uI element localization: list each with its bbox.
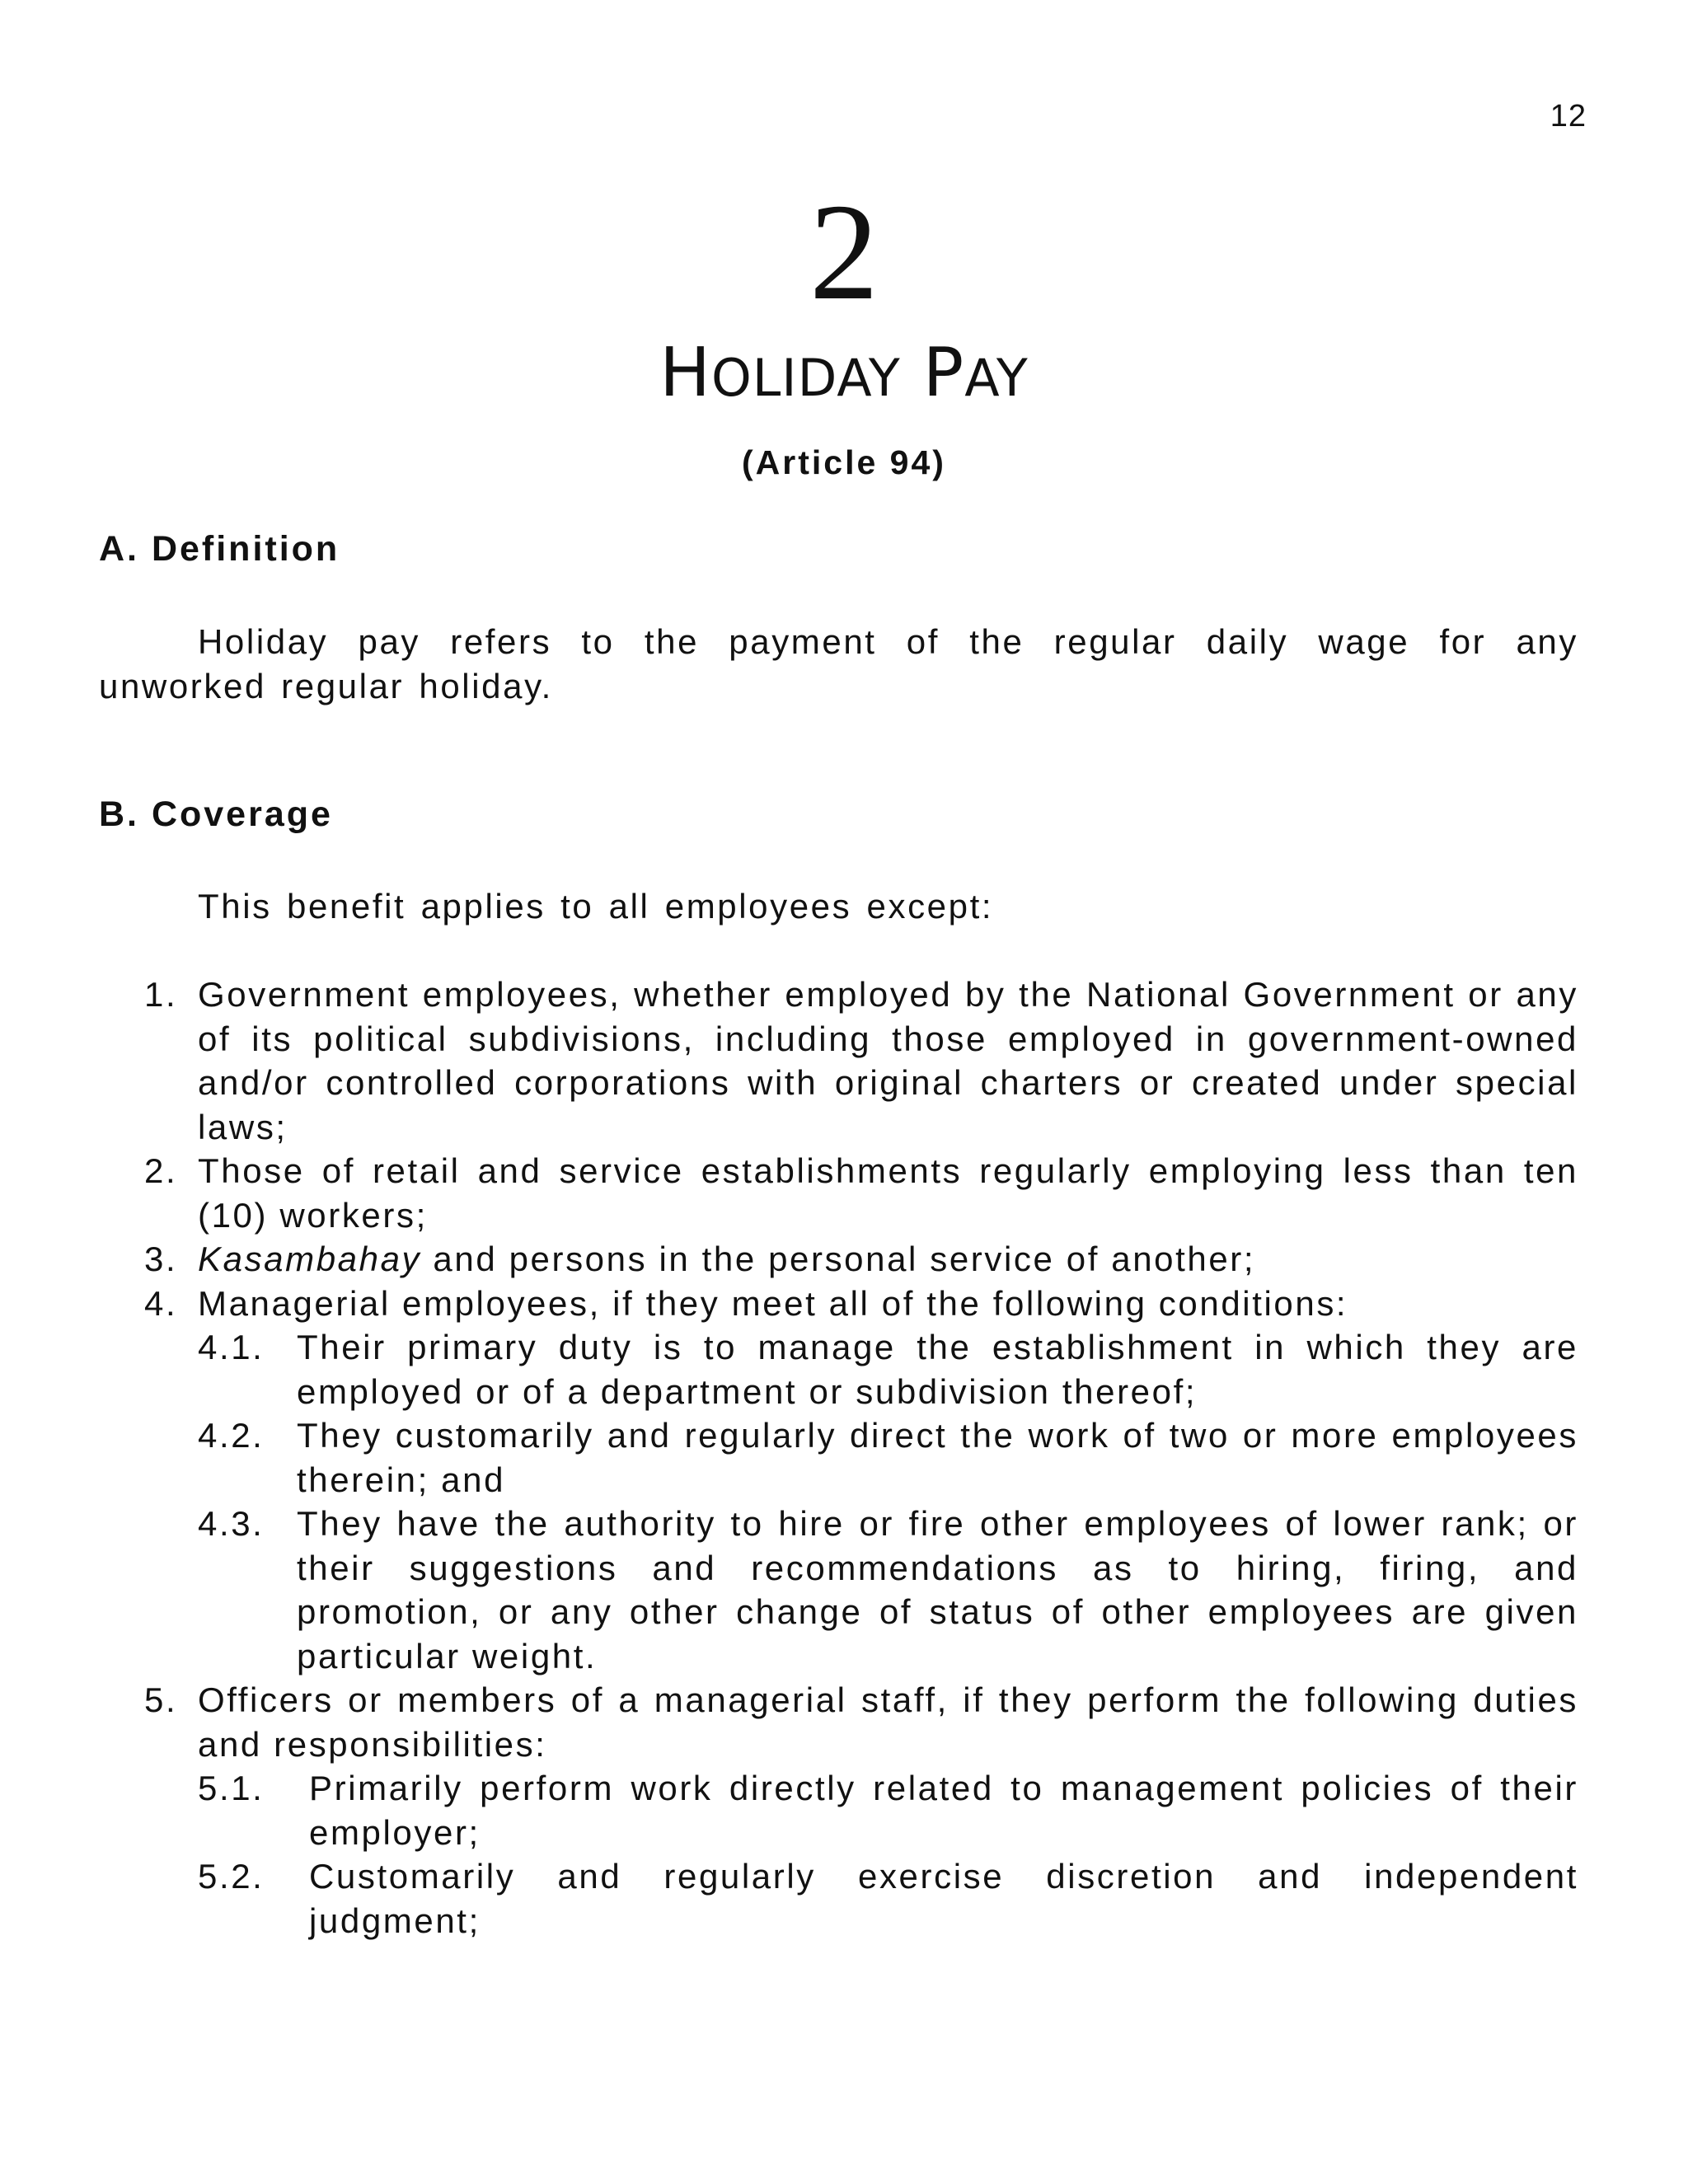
sub-list-item-number: 4.3.	[198, 1504, 265, 1543]
sub-list-item-text: Their primary duty is to manage the establishment in which they are employed or of a department or subdivision thereof;	[297, 1328, 1578, 1411]
sub-list-item	[99, 1502, 1578, 1678]
sub-list-item-text: Primarily perform work directly related to management policies of their employer;	[309, 1769, 1578, 1852]
list-item-text: Government employees, whether employed by the National Government or any of its political subdivisions, including those employed in government-owned and/or controlled corporations with original charters or created under special laws;	[198, 975, 1578, 1146]
list-item-number: 5.	[144, 1680, 178, 1719]
chapter-title-rest-1: OLIDAY	[710, 348, 901, 408]
section-a-text	[99, 620, 1578, 709]
list-item	[99, 1282, 1578, 1326]
definition-text: Holiday pay refers to the payment of the regular daily wage for any unworked regular holiday.	[99, 622, 1578, 705]
list-item-number: 4.	[144, 1283, 178, 1323]
list-item-text: Those of retail and service establishments regularly employing less than ten (10) workers;	[198, 1151, 1578, 1235]
sub-list-item	[99, 1325, 1578, 1413]
chapter-number: 2	[809, 176, 879, 329]
section-a-heading: A. Definition	[99, 529, 340, 569]
article-reference: (Article 94)	[742, 443, 946, 481]
list-item-text: Managerial employees, if they meet all of the following conditions:	[198, 1283, 1348, 1323]
sub-list-item-text: They customarily and regularly direct the work of two or more employees therein; and	[297, 1416, 1578, 1499]
list-item-text: and persons in the personal service of another;	[421, 1240, 1256, 1278]
sub-list-item-number: 5.2.	[198, 1857, 265, 1896]
list-item-number: 2.	[144, 1151, 178, 1190]
coverage-intro-text: This benefit applies to all employees except:	[198, 887, 994, 926]
list-item-italic-term: Kasambahay	[198, 1240, 422, 1278]
sub-list-item-text: They have the authority to hire or fire other employees of lower rank; or their suggestions and recommendations as to hiring, firing, and promotion, or any other change of status of other employees are given particular weight.	[297, 1504, 1578, 1675]
list-item-number: 1.	[144, 975, 178, 1014]
sub-list-item-number: 4.1.	[198, 1328, 265, 1366]
chapter-title-rest-2: AY	[964, 348, 1029, 408]
chapter-title	[0, 334, 1688, 412]
exclusion-list	[99, 972, 1578, 1943]
page-number: 12	[1550, 99, 1587, 134]
sub-list-item-number: 5.1.	[198, 1769, 265, 1807]
list-item	[99, 1149, 1578, 1237]
list-item	[99, 972, 1578, 1149]
sub-list-item	[99, 1766, 1578, 1854]
chapter-title-cap-2: P	[922, 334, 965, 412]
section-b-heading: B. Coverage	[99, 794, 333, 834]
sub-list-item	[99, 1854, 1578, 1943]
sub-list-item-number: 4.2.	[198, 1416, 265, 1455]
list-item	[99, 1237, 1578, 1282]
sub-list-item	[99, 1413, 1578, 1502]
list-item	[99, 1678, 1578, 1766]
chapter-title-cap-1: H	[659, 334, 711, 412]
list-item-text: Officers or members of a managerial staff, if they perform the following duties and responsibilities:	[198, 1680, 1578, 1764]
section-b-intro	[99, 884, 1578, 929]
sub-list-item-text: Customarily and regularly exercise discretion and independent judgment;	[309, 1857, 1578, 1940]
list-item-number: 3.	[144, 1240, 178, 1278]
